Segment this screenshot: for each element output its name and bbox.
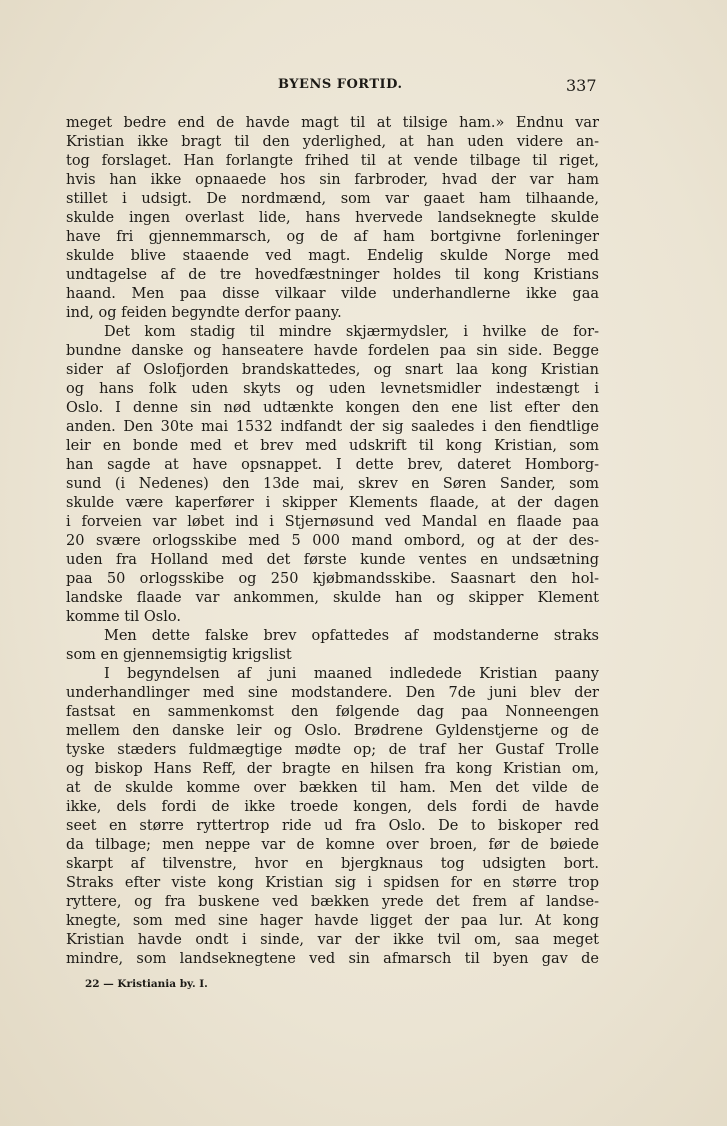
text-line: seet en større ryttertrop ride ud fra Oslo. De to biskoper red xyxy=(66,818,599,834)
text-line: bundne danske og hanseatere havde fordelen paa sin side. Begge xyxy=(66,343,599,359)
text-line: I begyndelsen af juni maaned indledede Kristian paany xyxy=(104,666,599,682)
text-line: leir en bonde med et brev med udskrift til kong Kristian, som xyxy=(66,438,599,454)
text-line: meget bedre end de havde magt til at tilsige ham.» Endnu var xyxy=(66,115,599,131)
text-line: komme til Oslo. xyxy=(66,609,181,625)
text-line: som en gjennemsigtig krigslist xyxy=(66,647,292,663)
text-line: knegte, som med sine hager havde ligget der paa lur. At kong xyxy=(66,913,599,929)
text-line: skulde blive staaende ved magt. Endelig skulde Norge med xyxy=(66,248,599,264)
text-line: paa 50 orlogsskibe og 250 kjøbmandsskibe. Saasnart den hol- xyxy=(66,571,599,587)
text-line: haand. Men paa disse vilkaar vilde underhandlerne ikke gaa xyxy=(66,286,599,302)
text-line: mellem den danske leir og Oslo. Brødrene Gyldenstjerne og de xyxy=(66,723,599,739)
text-line: ikke, dels fordi de ikke troede kongen, dels fordi de havde xyxy=(66,799,599,815)
text-line: sider af Oslofjorden brandskattedes, og snart laa kong Kristian xyxy=(66,362,599,378)
text-line: skarpt af tilvenstre, hvor en bjergknaus tog udsigten bort. xyxy=(66,856,599,872)
text-line: 20 svære orlogsskibe med 5 000 mand ombord, og at der des- xyxy=(66,533,599,549)
text-line: skulde være kaperfører i skipper Klements flaade, at der dagen xyxy=(66,495,599,511)
text-line: tog forslaget. Han forlangte frihed til at vende tilbage til riget, xyxy=(66,153,599,169)
text-line: have fri gjennemmarsch, og de af ham bortgivne forleninger xyxy=(66,229,599,245)
text-line: hvis han ikke opnaaede hos sin farbroder, hvad der var ham xyxy=(66,172,599,188)
text-line: tyske stæders fuldmægtige mødte op; de traf her Gustaf Trolle xyxy=(66,742,599,758)
text-line: ryttere, og fra buskene ved bækken yrede det frem af landse- xyxy=(66,894,599,910)
text-line: han sagde at have opsnappet. I dette brev, dateret Homborg- xyxy=(66,457,599,473)
text-line: uden fra Holland med det første kunde ventes en undsætning xyxy=(66,552,599,568)
text-line: mindre, som landseknegtene ved sin afmarsch til byen gav de xyxy=(66,951,599,967)
text-line: i forveien var løbet ind i Stjernøsund ved Mandal en flaade paa xyxy=(66,514,599,530)
text-line: Kristian havde ondt i sinde, var der ikke tvil om, saa meget xyxy=(66,932,599,948)
text-line: Straks efter viste kong Kristian sig i spidsen for en større trop xyxy=(66,875,599,891)
text-line: anden. Den 30te mai 1532 indfandt der sig saaledes i den fiendtlige xyxy=(66,419,599,435)
text-line: Kristian ikke bragt til den yderlighed, at han uden videre an- xyxy=(66,134,599,150)
text-line: Det kom stadig til mindre skjærmydsler, i hvilke de for- xyxy=(104,324,599,340)
text-line: undtagelse af de tre hovedfæstninger holdes til kong Kristians xyxy=(66,267,599,283)
text-line: skulde ingen overlast lide, hans hvervede landseknegte skulde xyxy=(66,210,599,226)
text-line: og biskop Hans Reff, der bragte en hilsen fra kong Kristian om, xyxy=(66,761,599,777)
text-line: underhandlinger med sine modstandere. Den 7de juni blev der xyxy=(66,685,599,701)
text-line: da tilbage; men neppe var de komne over broen, før de bøiede xyxy=(66,837,599,853)
signature-mark: 22 — Kristiania by. I. xyxy=(85,978,208,990)
body-text xyxy=(66,114,599,969)
text-line: Men dette falske brev opfattedes af modstanderne straks xyxy=(104,628,599,644)
text-line: landske flaade var ankommen, skulde han og skipper Klement xyxy=(66,590,599,606)
text-line: stillet i udsigt. De nordmænd, som var gaaet ham tilhaande, xyxy=(66,191,599,207)
text-line: og hans folk uden skyts og uden levnetsmidler indestængt i xyxy=(66,381,599,397)
text-line: ind, og feiden begyndte derfor paany. xyxy=(66,305,342,321)
text-line: sund (i Nedenes) den 13de mai, skrev en Søren Sander, som xyxy=(66,476,599,492)
text-line: fastsat en sammenkomst den følgende dag paa Nonneengen xyxy=(66,704,599,720)
text-line: at de skulde komme over bækken til ham. Men det vilde de xyxy=(66,780,599,796)
page-number: 337 xyxy=(566,76,597,95)
running-title: BYENS FORTID. xyxy=(278,77,403,92)
text-line: Oslo. I denne sin nød udtænkte kongen den ene list efter den xyxy=(66,400,599,416)
